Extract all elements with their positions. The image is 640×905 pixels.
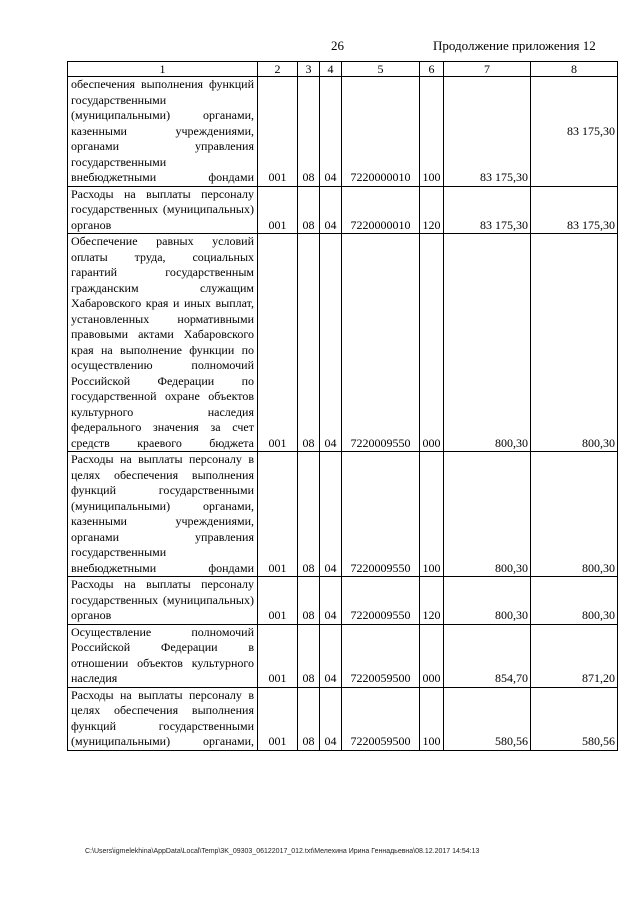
budget-table — [67, 61, 618, 751]
table-row — [68, 687, 618, 750]
cell-expense-type: 000 — [420, 234, 444, 452]
cell-amount-1: 800,30 — [444, 577, 531, 625]
cell-amount-2: 83 175,30 — [531, 186, 618, 234]
cell-amount-1: 83 175,30 — [444, 77, 531, 187]
cell-section: 08 — [298, 77, 320, 187]
cell-amount-2: 800,30 — [531, 234, 618, 452]
column-header: 4 — [320, 62, 342, 77]
cell-amount-1: 800,30 — [444, 452, 531, 577]
column-header: 2 — [258, 62, 298, 77]
column-header: 1 — [68, 62, 258, 77]
column-header: 6 — [420, 62, 444, 77]
table-row — [68, 624, 618, 687]
cell-amount-1: 800,30 — [444, 234, 531, 452]
cell-subsection: 04 — [320, 577, 342, 625]
row-description: Осуществление полномочий Российской Федерации в отношении объектов культурного наследия — [68, 624, 258, 687]
appendix-continuation-label: Продолжение приложения 12 — [433, 38, 596, 53]
cell-admin-code: 001 — [258, 452, 298, 577]
cell-expense-type: 120 — [420, 186, 444, 234]
cell-amount-1: 854,70 — [444, 624, 531, 687]
cell-expense-type: 000 — [420, 624, 444, 687]
cell-target-article: 7220009550 — [342, 577, 420, 625]
page-number: 26 — [331, 38, 344, 53]
cell-admin-code: 001 — [258, 186, 298, 234]
table-row — [68, 452, 618, 577]
table-header-row — [68, 62, 618, 77]
cell-amount-1: 580,56 — [444, 687, 531, 750]
row-description: обеспечения выполнения функций государственными (муниципальными) органами, казенными учреждениями, органами управления государственными внебюджетными фондами — [68, 77, 258, 187]
cell-target-article: 7220009550 — [342, 234, 420, 452]
row-description: Расходы на выплаты персоналу государственных (муниципальных) органов — [68, 577, 258, 625]
cell-target-article: 7220059500 — [342, 624, 420, 687]
cell-subsection: 04 — [320, 687, 342, 750]
cell-section: 08 — [298, 624, 320, 687]
cell-expense-type: 100 — [420, 687, 444, 750]
column-header: 3 — [298, 62, 320, 77]
cell-amount-2: 800,30 — [531, 452, 618, 577]
table-row — [68, 234, 618, 452]
cell-target-article: 7220009550 — [342, 452, 420, 577]
row-description: Расходы на выплаты персоналу в целях обеспечения выполнения функций государственными (муниципальными) органами, казенными учреждениями, органами управления государственными внебюджетными фондами — [68, 452, 258, 577]
row-description: Расходы на выплаты персоналу в целях обеспечения выполнения функций государственными (муниципальными) органами, — [68, 687, 258, 750]
cell-expense-type: 100 — [420, 77, 444, 187]
cell-subsection: 04 — [320, 234, 342, 452]
cell-subsection: 04 — [320, 452, 342, 577]
cell-subsection: 04 — [320, 624, 342, 687]
cell-amount-2: 83 175,30 — [531, 77, 618, 187]
cell-admin-code: 001 — [258, 624, 298, 687]
column-header: 5 — [342, 62, 420, 77]
cell-amount-2: 580,56 — [531, 687, 618, 750]
cell-admin-code: 001 — [258, 687, 298, 750]
cell-subsection: 04 — [320, 77, 342, 187]
cell-amount-2: 871,20 — [531, 624, 618, 687]
cell-section: 08 — [298, 186, 320, 234]
cell-section: 08 — [298, 452, 320, 577]
row-description: Расходы на выплаты персоналу государственных (муниципальных) органов — [68, 186, 258, 234]
file-path-footer: C:\Users\igmelekhina\AppData\Local\Temp\3K_09303_06122017_012.txt\Мелехина Ирина Геннадьевна\08.12.2017 14:54:13 — [85, 848, 480, 855]
cell-subsection: 04 — [320, 186, 342, 234]
row-description: Обеспечение равных условий оплаты труда, социальных гарантий государственным гражданским служащим Хабаровского края и иных выплат, установленных нормативными правовыми актами Хабаровского края на выполнение функции по осуществлению полномочий Российской Федерации по государственной охране объектов культурного наследия федерального значения за счет средств краевого бюджета — [68, 234, 258, 452]
cell-amount-1: 83 175,30 — [444, 186, 531, 234]
cell-section: 08 — [298, 234, 320, 452]
cell-amount-2: 800,30 — [531, 577, 618, 625]
cell-admin-code: 001 — [258, 234, 298, 452]
cell-target-article: 7220000010 — [342, 186, 420, 234]
table-row — [68, 77, 618, 187]
cell-target-article: 7220059500 — [342, 687, 420, 750]
cell-admin-code: 001 — [258, 77, 298, 187]
cell-section: 08 — [298, 577, 320, 625]
table-row — [68, 186, 618, 234]
column-header: 8 — [531, 62, 618, 77]
cell-section: 08 — [298, 687, 320, 750]
cell-target-article: 7220000010 — [342, 77, 420, 187]
table-row — [68, 577, 618, 625]
cell-admin-code: 001 — [258, 577, 298, 625]
cell-expense-type: 120 — [420, 577, 444, 625]
column-header: 7 — [444, 62, 531, 77]
cell-expense-type: 100 — [420, 452, 444, 577]
